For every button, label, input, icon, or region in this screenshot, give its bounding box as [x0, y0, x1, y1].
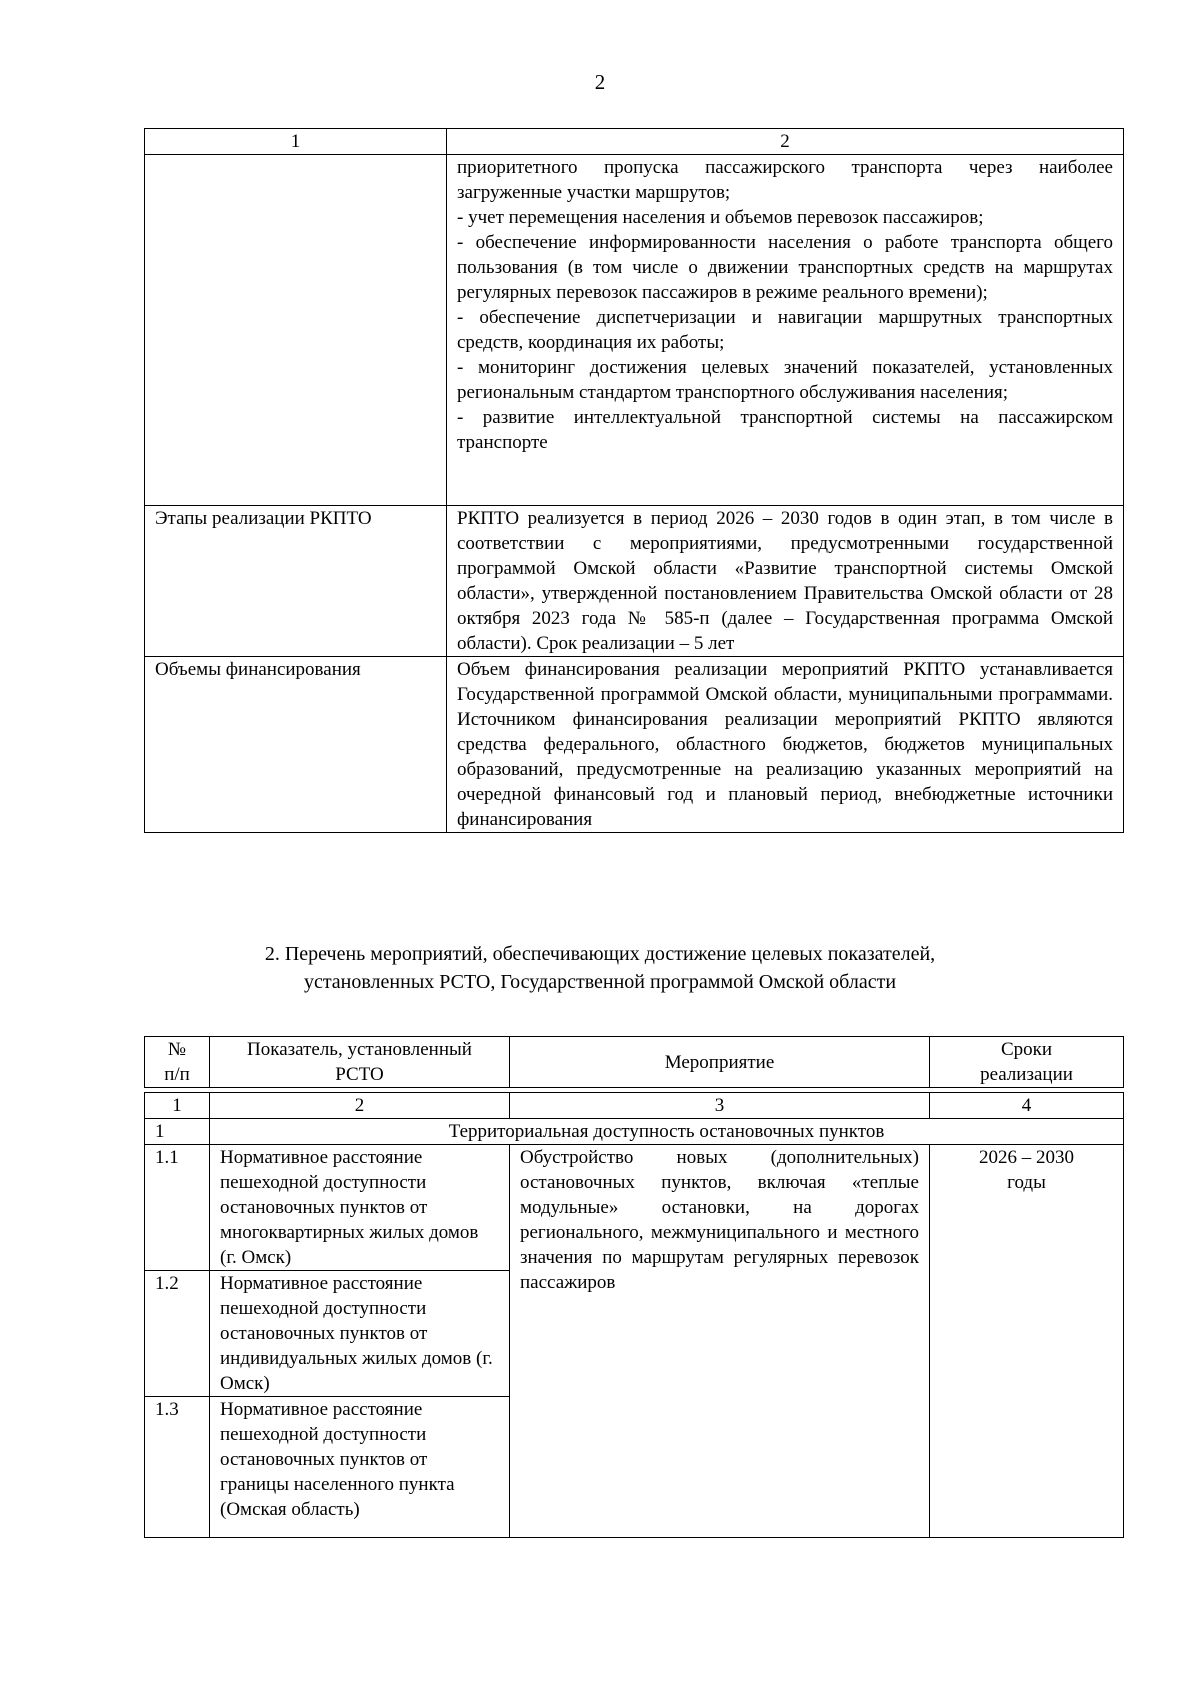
item-indicator: Нормативное расстояние пешеходной доступности остановочных пунктов от многоквартирных жилых домов (г. Омск) — [210, 1145, 510, 1271]
passport-table — [144, 128, 1124, 833]
content-paragraph: - обеспечение информированности населения о работе транспорта общего пользования (в том числе о движении транспортных средств на маршрутах регулярных перевозок пассажиров в режиме реального времени); — [457, 232, 1113, 303]
group-number: 1 — [145, 1119, 210, 1145]
measures-table-header — [145, 1037, 1124, 1088]
item-number: 1.1 — [145, 1145, 210, 1271]
content-paragraph: приоритетного пропуска пассажирского транспорта через наиболее загруженные участки маршрутов; — [457, 157, 1113, 203]
header-text: Показатель, установленный — [247, 1039, 472, 1060]
column-number: 3 — [510, 1093, 930, 1119]
content-paragraph: - обеспечение диспетчеризации и навигации маршрутных транспортных средств, координация их работы; — [457, 307, 1113, 353]
row-label — [145, 155, 447, 506]
header-indicator — [210, 1037, 510, 1088]
row-label: Объемы финансирования — [145, 657, 447, 833]
row-content — [447, 155, 1124, 506]
item-indicator: Нормативное расстояние пешеходной доступности остановочных пунктов от индивидуальных жилых домов (г. Омск) — [210, 1271, 510, 1397]
measure-cell: Обустройство новых (дополнительных) остановочных пунктов, включая «теплые модульные» остановки, на дорогах регионального, межмуниципального и местного значения по маршрутам регулярных перевозок пассажиров — [510, 1145, 930, 1538]
page-number: 2 — [594, 70, 606, 94]
section-title-line: 2. Перечень мероприятий, обеспечивающих достижение целевых показателей, — [264, 943, 936, 965]
section-title-line: установленных РСТО, Государственной программой Омской области — [303, 971, 897, 993]
column-number: 1 — [145, 1093, 210, 1119]
item-number: 1.2 — [145, 1271, 210, 1397]
row-content — [447, 657, 1124, 833]
passport-row-continuation — [145, 155, 1124, 506]
header-text: реализации — [980, 1064, 1073, 1085]
column-number: 2 — [210, 1093, 510, 1119]
header-number — [145, 1037, 210, 1088]
column-number-1: 1 — [145, 129, 447, 155]
header-text: РСТО — [335, 1064, 384, 1085]
table-row — [145, 1145, 1124, 1271]
content-paragraph: Объем финансирования реализации мероприятий РКПТО устанавливается Государственной программой Омской области, муниципальными программами. Источником финансирования реализации мероприятий РКПТО являются средства федерального, областного бюджетов, бюджетов муниципальных образований, предусмотренные на реализацию указанных мероприятий на очередной финансовый год и плановый период, внебюджетные источники финансирования — [457, 659, 1113, 830]
passport-table-header — [145, 129, 1124, 155]
group-row — [145, 1119, 1124, 1145]
header-measure: Мероприятие — [510, 1037, 930, 1088]
item-number: 1.3 — [145, 1397, 210, 1538]
terms-text: 2026 – 2030 — [979, 1147, 1074, 1168]
terms-text: годы — [1007, 1172, 1046, 1193]
row-content — [447, 506, 1124, 657]
passport-row-stages — [145, 506, 1124, 657]
content-paragraph: - мониторинг достижения целевых значений показателей, установленных региональным стандартом транспортного обслуживания населения; — [457, 357, 1113, 403]
passport-row-financing — [145, 657, 1124, 833]
column-number-2: 2 — [447, 129, 1124, 155]
content-paragraph: - учет перемещения населения и объемов перевозок пассажиров; — [457, 207, 984, 228]
column-numbers-row — [145, 1093, 1124, 1119]
header-text: п/п — [164, 1064, 190, 1085]
column-number: 4 — [930, 1093, 1124, 1119]
header-terms — [930, 1037, 1124, 1088]
header-text: Сроки — [1000, 1039, 1053, 1060]
header-text: № — [167, 1039, 187, 1060]
row-label: Этапы реализации РКПТО — [145, 506, 447, 657]
item-indicator: Нормативное расстояние пешеходной доступности остановочных пунктов от границы населенного пункта (Омская область) — [210, 1397, 510, 1538]
measures-table — [144, 1036, 1124, 1538]
content-paragraph: - развитие интеллектуальной транспортной системы на пассажирском транспорте — [457, 407, 1113, 453]
section-title — [0, 940, 1200, 996]
group-title: Территориальная доступность остановочных пунктов — [210, 1119, 1124, 1145]
content-paragraph: РКПТО реализуется в период 2026 – 2030 годов в один этап, в том числе в соответствии с мероприятиями, предусмотренными государственной программой Омской области «Развитие транспортной системы Омской области», утвержденной постановлением Правительства Омской области от 28 октября 2023 года № 585-п (далее – Государственная программа Омской области). Срок реализации – 5 лет — [457, 508, 1113, 654]
terms-cell — [930, 1145, 1124, 1538]
